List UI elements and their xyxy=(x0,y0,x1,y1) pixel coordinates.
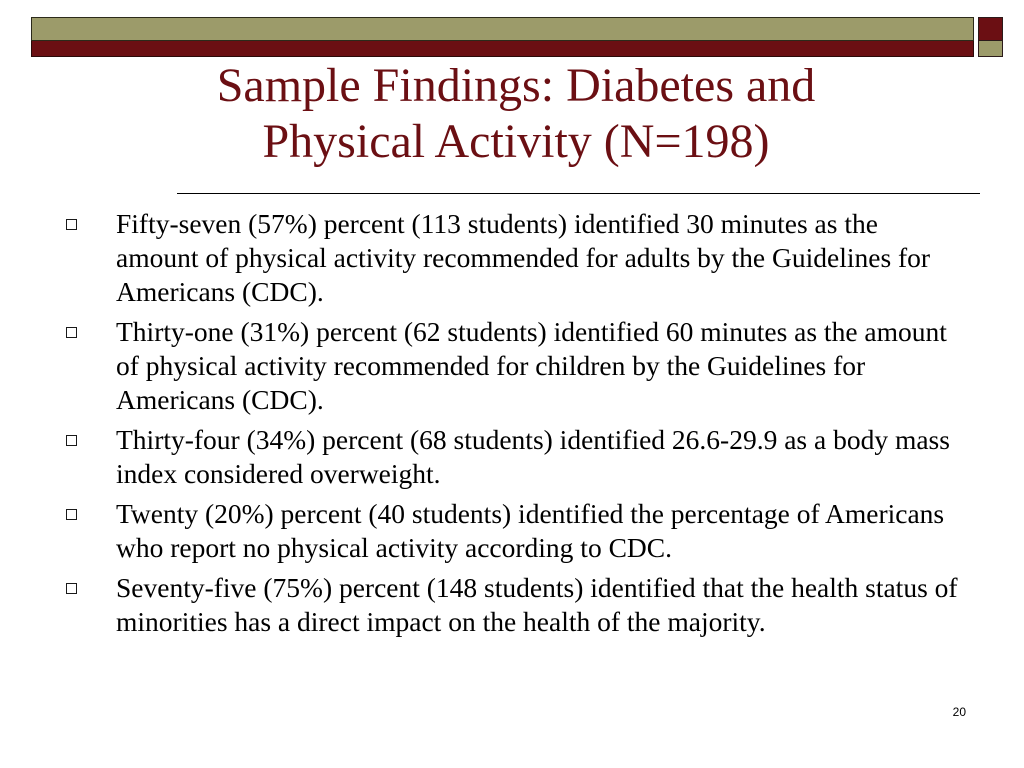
hollow-square-bullet-icon xyxy=(66,327,77,338)
corner-square-olive xyxy=(978,41,1003,57)
finding-item xyxy=(62,571,967,639)
slide-number: 20 xyxy=(952,705,966,719)
header-band-olive xyxy=(31,17,974,41)
findings-list xyxy=(62,207,967,645)
slide-title-line-2: Physical Activity (N=198) xyxy=(262,115,770,168)
slide-title xyxy=(60,58,972,170)
finding-text: Fifty-seven (57%) percent (113 students) identified 30 minutes as the amount of physical activity recommended for adults by the Guidelines for Americans (CDC). xyxy=(116,208,931,307)
slide-title-line-1: Sample Findings: Diabetes and xyxy=(216,59,816,112)
hollow-square-bullet-icon xyxy=(66,583,77,594)
hollow-square-bullet-icon xyxy=(66,435,77,446)
hollow-square-bullet-icon xyxy=(66,509,77,520)
finding-item xyxy=(62,423,967,491)
finding-item xyxy=(62,315,967,417)
finding-item xyxy=(62,207,967,309)
hollow-square-bullet-icon xyxy=(66,219,77,230)
corner-square-maroon xyxy=(978,17,1003,41)
finding-text: Thirty-four (34%) percent (68 students) identified 26.6-29.9 as a body mass index considered overweight. xyxy=(116,424,950,489)
header-band-maroon xyxy=(31,41,974,57)
finding-text: Twenty (20%) percent (40 students) identified the percentage of Americans who report no physical activity according to CDC. xyxy=(116,498,945,563)
title-divider xyxy=(177,193,980,194)
finding-text: Thirty-one (31%) percent (62 students) identified 60 minutes as the amount of physical activity recommended for children by the Guidelines for Americans (CDC). xyxy=(116,316,947,415)
finding-text: Seventy-five (75%) percent (148 students) identified that the health status of minorities has a direct impact on the health of the majority. xyxy=(116,572,958,637)
finding-item xyxy=(62,497,967,565)
